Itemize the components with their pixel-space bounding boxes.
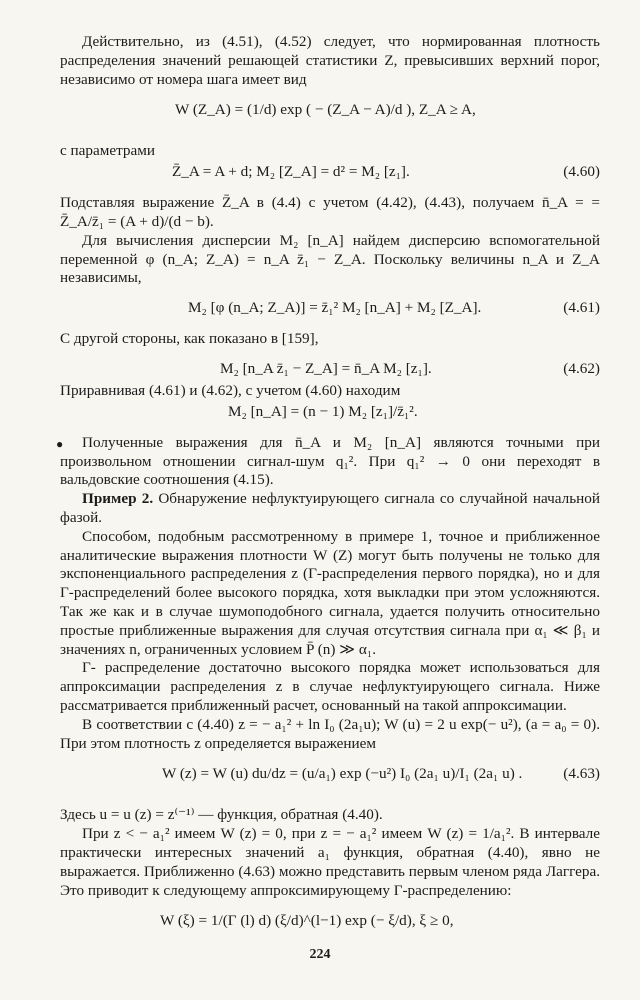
equation-4-60	[60, 161, 600, 185]
paragraph: С другой стороны, как показано в [159],	[60, 330, 319, 348]
formula-gamma-approx	[60, 900, 600, 944]
formula-body: M₂ [n_A z̄₁ − Z_A] = n̄_A M₂ [z₁].	[220, 359, 432, 377]
formula-w-za	[60, 89, 600, 133]
paragraph: Способом, подобным рассмотренному в примере 1, точное и приближенное аналитические выражения плотности W (Z) могут быть получены не только для экспоненциального распределения z (Г-распределения первого порядка), но и для Г-распределений более высокого порядка, хотя выкладки при этом усложняются. Так же как и в случае шумоподобного сигнала, удается получить относительно простые приближенные выражения для случая отсутствия сигнала при α₁ ≪ β₁ и значениях n, ограниченных условием P̄ (n) ≫ α₁.	[60, 527, 600, 658]
example-paragraph	[60, 490, 600, 528]
paragraph: Г- распределение достаточно высокого порядка может использоваться для аппроксимации распределения z в случае нефлуктуирующего сигнала. Ниже рассматривается приближенный расчет, основанный на такой аппроксимации.	[60, 659, 600, 714]
formula-m2-na	[60, 401, 600, 425]
formula-body: W (z) = W (u) du/dz = (u/a₁) exp (−u²) I₀ (2a₁ u)/I₁ (2a₁ u) .	[162, 765, 523, 783]
formula-body: M₂ [φ (n_A; Z_A)] = z̄₁² M₂ [n_A] + M₂ [Z_A].	[188, 299, 482, 317]
paragraph: Для вычисления дисперсии M₂ [n_A] найдем дисперсию вспомогательной переменной φ (n_A; Z_A) = n_A z̄₁ − Z_A. Поскольку величины n_A и Z_A независимы,	[60, 231, 600, 287]
paragraph: Приравнивая (4.61) и (4.62), с учетом (4.60) находим	[60, 381, 401, 399]
equation-4-63	[60, 753, 600, 797]
equation-number: (4.62)	[563, 359, 600, 377]
paragraph: В соответствии с (4.40) z = − a₁² + ln I₀ (2a₁u); W (u) = 2 u exp(− u²), (a = a₀ = 0). При этом плотность z определяется выражением	[60, 715, 600, 752]
paragraph: Действительно, из (4.51), (4.52) следует, что нормированная плотность распределения значений решающей статистики Z, превысивших верхний порог, независимо от номера шага имеет вид	[60, 33, 600, 88]
paragraph: При z < − a₁² имеем W (z) = 0, при z = − a₁² имеем W (z) = 1/a₁². В интервале практически интересных значений a₁ функция, обратная (4.40), явно не выражается. Приближенно (4.63) можно представить первым членом ряда Лаггера. Это приводит к следующему аппроксимирующему Г-распределению:	[60, 825, 600, 899]
page-body	[56, 33, 600, 944]
formula-body: M₂ [n_A] = (n − 1) M₂ [z₁]/z̄₁².	[228, 402, 418, 420]
paragraph: Здесь u = u (z) = z⁽⁻¹⁾ — функция, обратная (4.40).	[60, 806, 383, 824]
paragraph: с параметрами	[60, 142, 155, 160]
equation-number: (4.60)	[563, 163, 600, 181]
paragraph: Подставляя выражение Z̄_A в (4.4) с учетом (4.42), (4.43), получаем n̄_A = = Z̄_A/z̄₁ = (A + d)/(d − b).	[60, 194, 600, 230]
equation-number: (4.63)	[563, 765, 600, 783]
page-number: 224	[309, 947, 331, 962]
equation-4-62	[60, 358, 600, 382]
formula-body: W (Z_A) = (1/d) exp ( − (Z_A − A)/d ), Z_A ≥ A,	[175, 101, 476, 119]
equation-4-61	[60, 297, 600, 321]
example-text: Обнаружение нефлуктуирующего сигнала со случайной начальной фазой.	[60, 490, 600, 526]
formula-body: Z̄_A = A + d; M₂ [Z_A] = d² = M₂ [z₁].	[172, 163, 410, 181]
bullet-mark: ●	[56, 436, 64, 451]
paragraph: Полученные выражения для n̄_A и M₂ [n_A] являются точными при произвольном отношении сигнал-шум q₁². При q₁² → 0 они переходят в вальдовские соотношения (4.15).	[60, 433, 600, 489]
equation-number: (4.61)	[563, 299, 600, 317]
example-heading: Пример 2.	[82, 490, 154, 508]
formula-body: W (ξ) = 1/(Γ (l) d) (ξ/d)^(l−1) exp (− ξ/d), ξ ≥ 0,	[160, 912, 454, 930]
